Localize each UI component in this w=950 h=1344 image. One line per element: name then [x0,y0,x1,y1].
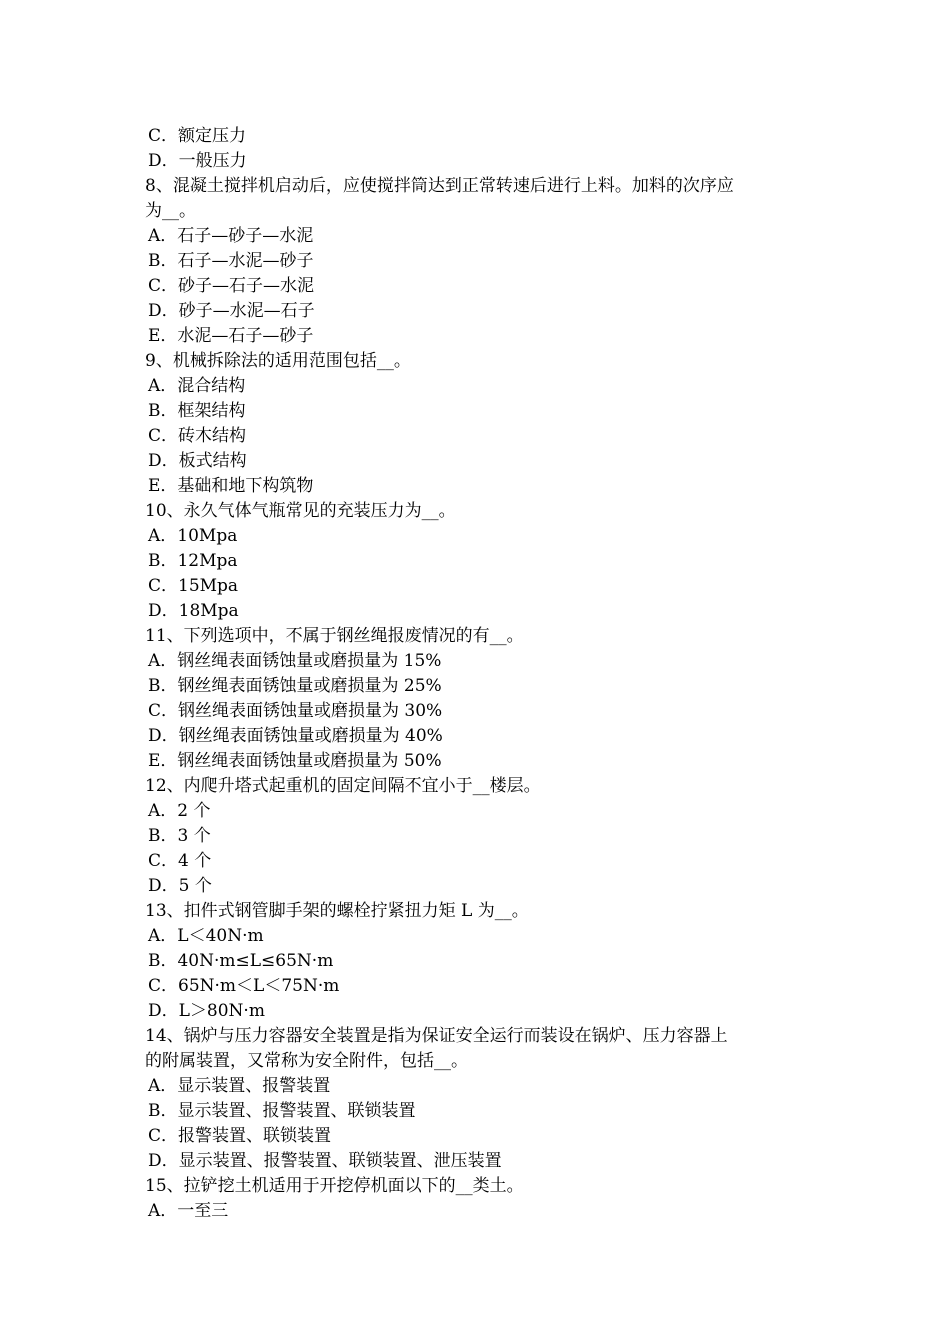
answer-option-line: B．40N·m≤L≤65N·m [148,951,334,971]
answer-option-line: C．65N·m＜L＜75N·m [148,976,340,996]
answer-option-line: B．框架结构 [148,401,246,421]
answer-option-line: A．2 个 [148,801,211,821]
question-text-line: 的附属装置，又常称为安全附件，包括__。 [145,1051,468,1071]
answer-option-line: C．15Mpa [148,576,239,596]
answer-option-line: C．4 个 [148,851,212,871]
question-text-line: 9、机械拆除法的适用范围包括__。 [145,351,411,371]
question-text-line: 14、锅炉与压力容器安全装置是指为保证安全运行而装设在锅炉、压力容器上 [145,1026,728,1046]
answer-option-line: A．混合结构 [148,376,246,396]
answer-option-line: E．基础和地下构筑物 [148,476,314,496]
question-text-line: 15、拉铲挖土机适用于开挖停机面以下的__类土。 [145,1176,524,1196]
question-text-line: 8、混凝土搅拌机启动后，应使搅拌筒达到正常转速后进行上料。加料的次序应 [145,176,734,196]
answer-option-line: A．L＜40N·m [148,926,264,946]
answer-option-line: D．18Mpa [148,601,239,621]
answer-option-line: D．钢丝绳表面锈蚀量或磨损量为 40% [148,726,443,746]
answer-option-line: C．砖木结构 [148,426,247,446]
answer-option-line: D．5 个 [148,876,212,896]
answer-option-line: B．12Mpa [148,551,238,571]
question-text-line: 13、扣件式钢管脚手架的螺栓拧紧扭力矩 L 为__。 [145,901,529,921]
answer-option-line: C．报警装置、联锁装置 [148,1126,332,1146]
answer-option-line: A．显示装置、报警装置 [148,1076,331,1096]
answer-option-line: E．水泥—石子—砂子 [148,326,314,346]
answer-option-line: D．一般压力 [148,151,247,171]
answer-option-line: D．L＞80N·m [148,1001,265,1021]
question-text-line: 11、下列选项中，不属于钢丝绳报废情况的有__。 [145,626,524,646]
answer-option-line: B．显示装置、报警装置、联锁装置 [148,1101,416,1121]
answer-option-line: E．钢丝绳表面锈蚀量或磨损量为 50% [148,751,442,771]
answer-option-line: D．砂子—水泥—石子 [148,301,315,321]
answer-option-line: A．石子—砂子—水泥 [148,226,314,246]
document-body [145,124,810,1224]
answer-option-line: A．10Mpa [148,526,238,546]
answer-option-line: D．显示装置、报警装置、联锁装置、泄压装置 [148,1151,502,1171]
answer-option-line: C．砂子—石子—水泥 [148,276,315,296]
answer-option-line: B．3 个 [148,826,211,846]
answer-option-line: D．板式结构 [148,451,247,471]
answer-option-line: B．钢丝绳表面锈蚀量或磨损量为 25% [148,676,442,696]
answer-option-line: A．钢丝绳表面锈蚀量或磨损量为 15% [148,651,442,671]
answer-option-line: A．一至三 [148,1201,229,1221]
answer-option-line: B．石子—水泥—砂子 [148,251,314,271]
answer-option-line: C．额定压力 [148,126,247,146]
question-text-line: 10、永久气体气瓶常见的充装压力为__。 [145,501,456,521]
answer-option-line: C．钢丝绳表面锈蚀量或磨损量为 30% [148,701,443,721]
question-text-line: 为__。 [145,201,196,221]
question-text-line: 12、内爬升塔式起重机的固定间隔不宜小于__楼层。 [145,776,541,796]
